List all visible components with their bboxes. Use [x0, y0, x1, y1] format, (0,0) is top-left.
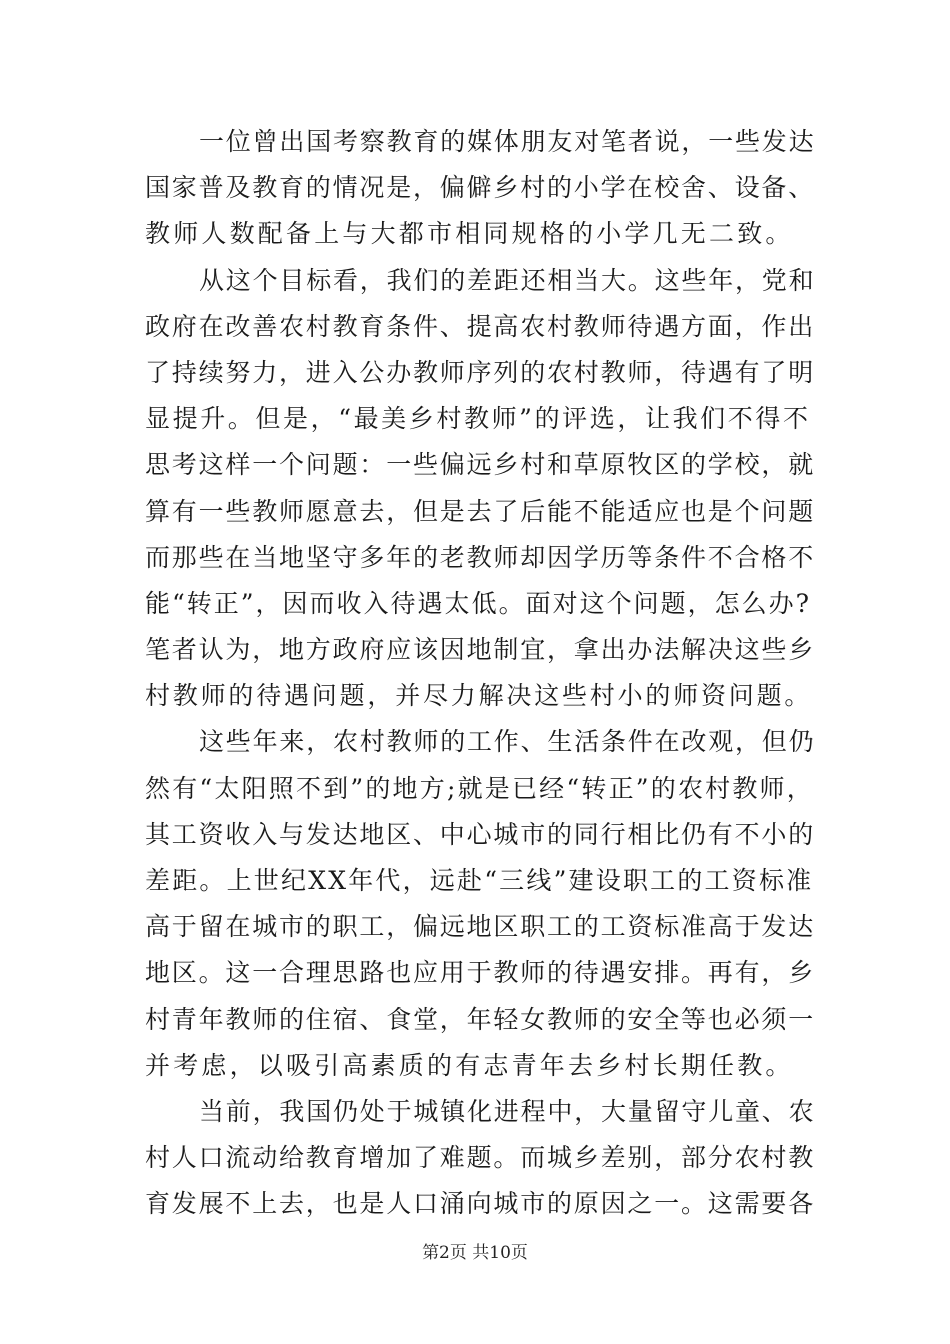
text-line: 一位曾出国考察教育的媒体朋友对笔者说，一些发达: [199, 127, 816, 156]
text-line: 并考虑，以吸引高素质的有志青年去乡村长期任教。: [145, 1050, 794, 1080]
text-line: 地区。这一合理思路也应用于教师的待遇安排。再有，乡: [145, 958, 816, 988]
paragraph-2: [145, 258, 815, 720]
text-line: 算有一些教师愿意去，但是去了后能不能适应也是个问题: [145, 496, 816, 526]
text-line: 思考这样一个问题：一些偏远乡村和草原牧区的学校，就: [145, 450, 816, 480]
text-line: 从这个目标看，我们的差距还相当大。这些年，党和: [199, 265, 816, 295]
paragraph-4: [145, 1089, 815, 1228]
text-line: 当前，我国仍处于城镇化进程中，大量留守儿童、农: [199, 1096, 816, 1126]
text-line: 其工资收入与发达地区、中心城市的同行相比仍有不小的: [145, 819, 816, 849]
text-line: 了持续努力，进入公办教师序列的农村教师，待遇有了明: [145, 357, 816, 387]
text-line: 国家普及教育的情况是，偏僻乡村的小学在校舍、设备、: [145, 173, 816, 203]
text-line: 政府在改善农村教育条件、提高农村教师待遇方面，作出: [145, 311, 816, 341]
text-line: 育发展不上去，也是人口涌向城市的原因之一。这需要各: [145, 1189, 816, 1219]
paragraph-1: [145, 119, 815, 258]
text-line: 然有“太阳照不到”的地方;就是已经“转正”的农村教师，: [145, 773, 814, 803]
text-line: 高于留在城市的职工，偏远地区职工的工资标准高于发达: [145, 912, 816, 942]
text-line: 这些年来，农村教师的工作、生活条件在改观，但仍: [199, 727, 816, 757]
text-line: 而那些在当地坚守多年的老教师却因学历等条件不合格不: [145, 542, 816, 572]
text-line: 教师人数配备上与大都市相同规格的小学几无二致。: [145, 219, 794, 249]
text-line: 差距。上世纪XX年代，远赴“三线”建设职工的工资标准: [145, 866, 814, 895]
text-line: 村青年教师的住宿、食堂，年轻女教师的安全等也必须一: [145, 1004, 816, 1034]
text-line: 村人口流动给教育增加了难题。而城乡差别，部分农村教: [145, 1143, 816, 1173]
document-body: [145, 119, 815, 1228]
text-line: 能“转正”，因而收入待遇太低。面对这个问题，怎么办?: [145, 588, 811, 618]
text-line: 显提升。但是，“最美乡村教师”的评选，让我们不得不: [145, 404, 811, 434]
page-number-footer: 第2页 共10页: [422, 1243, 528, 1263]
text-line: 笔者认为，地方政府应该因地制宜，拿出办法解决这些乡: [145, 635, 816, 665]
text-line: 村教师的待遇问题，并尽力解决这些村小的师资问题。: [145, 681, 813, 711]
paragraph-3: [145, 719, 815, 1089]
